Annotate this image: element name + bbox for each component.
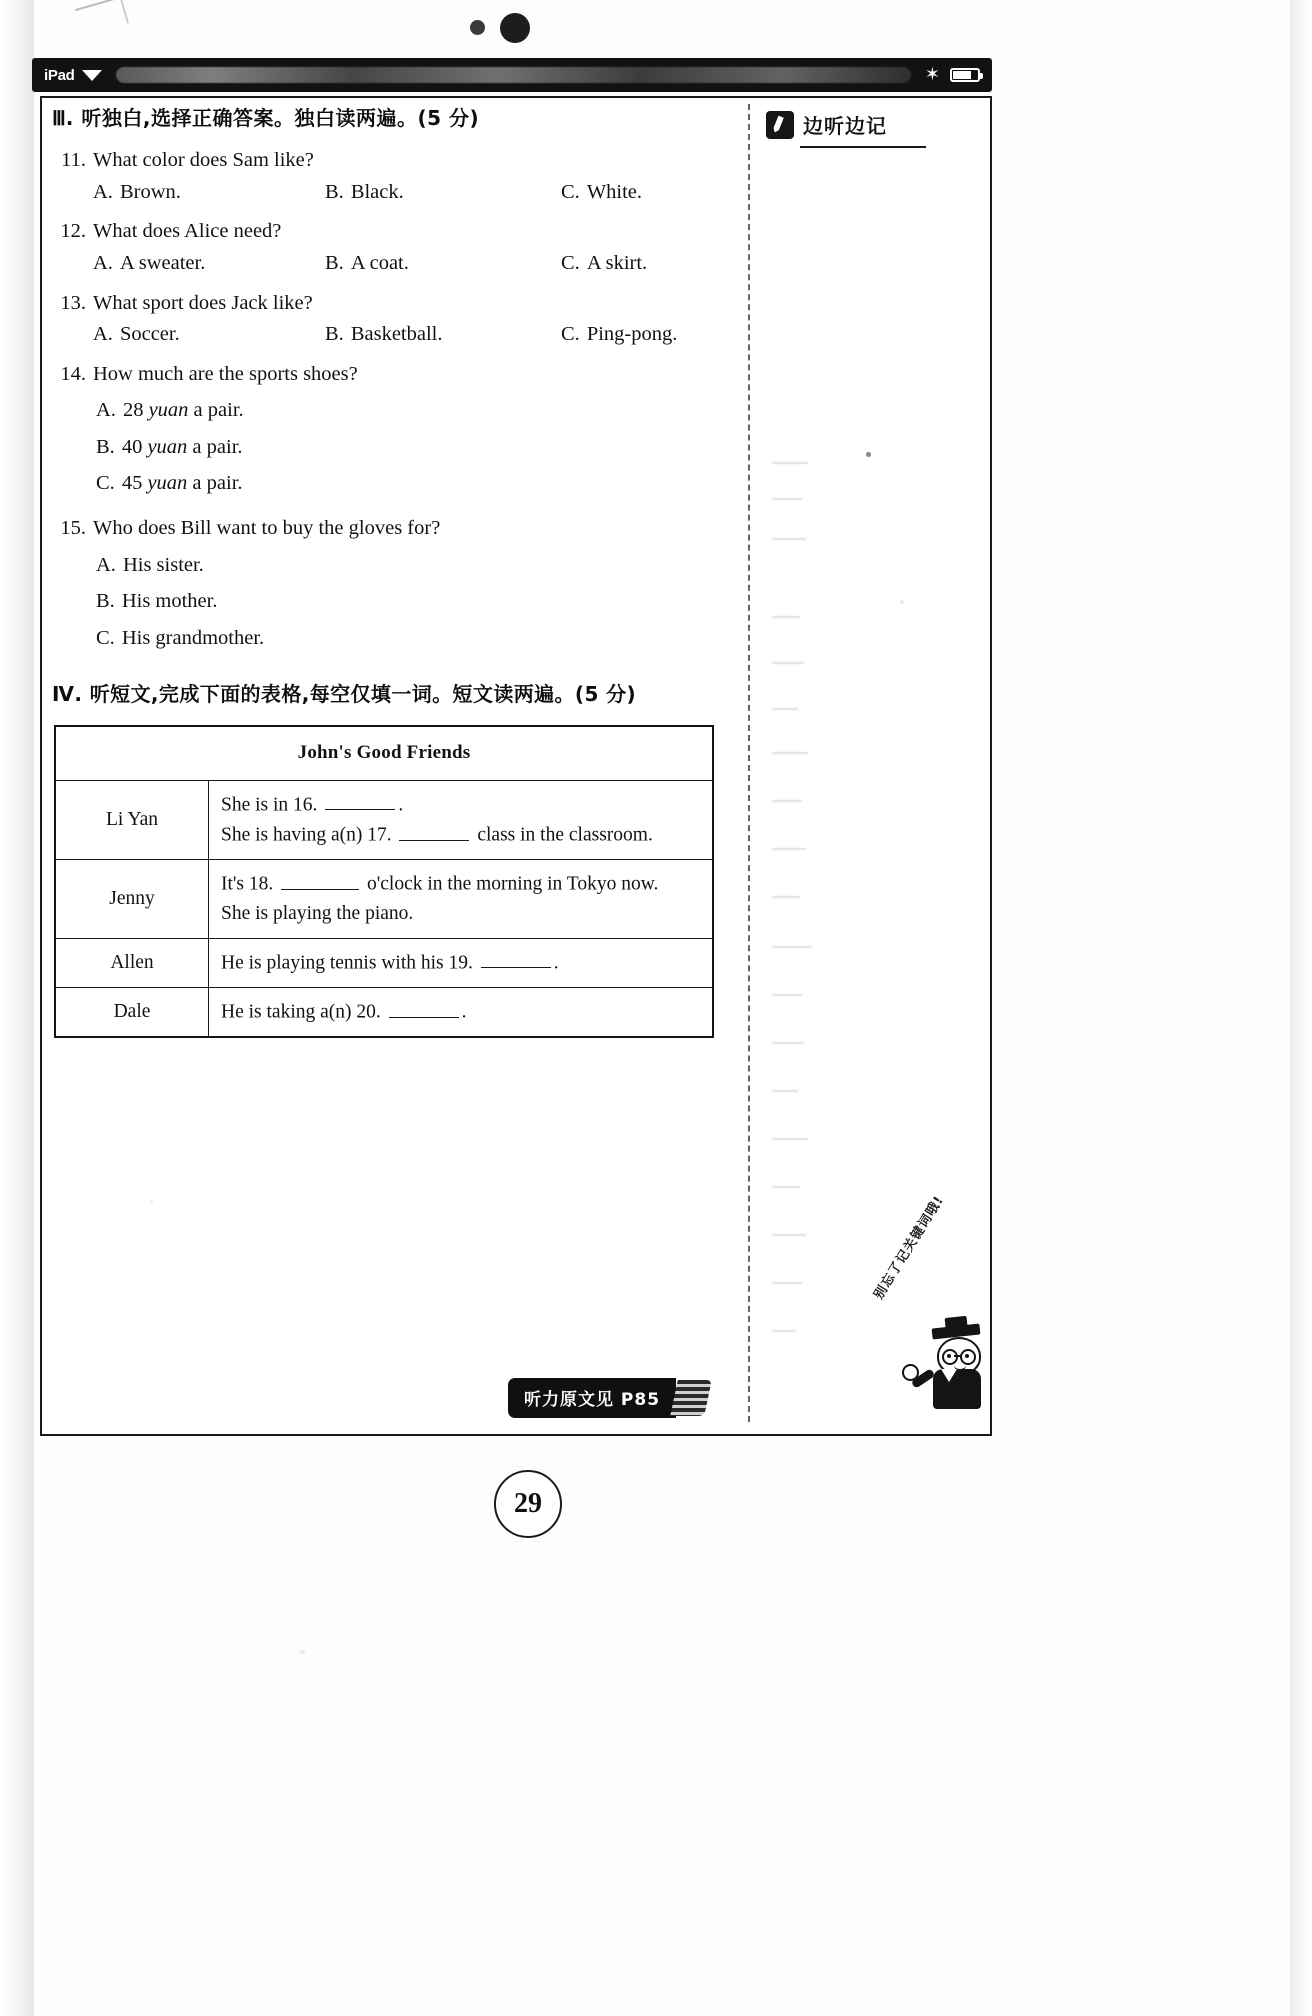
option-13-b-label: B. xyxy=(325,323,344,346)
detail-line: She is playing the piano. xyxy=(221,903,414,925)
option-14-a-italic: yuan xyxy=(148,399,189,422)
question-15-text: Who does Bill want to buy the gloves for? xyxy=(93,516,441,539)
detail-post: o'clock in the morning in Tokyo now. xyxy=(362,873,659,895)
status-bar-right xyxy=(925,66,980,84)
question-11-text: What color does Sam like? xyxy=(93,149,314,171)
option-15-c-label: C. xyxy=(96,626,115,649)
answer-blank-18[interactable] xyxy=(281,869,359,890)
table-title-row xyxy=(55,726,713,780)
mascot-caption: 别忘了记关键词哦! xyxy=(871,1193,948,1303)
detail-post: . xyxy=(398,794,404,816)
detail-line xyxy=(221,948,700,978)
page-left-edge xyxy=(0,0,34,2016)
question-14-options xyxy=(52,392,742,501)
detail-line xyxy=(221,790,700,820)
answer-blank-20[interactable] xyxy=(389,997,459,1018)
option-12-a[interactable] xyxy=(93,250,325,277)
detail-pre: He is playing tennis with his 19. xyxy=(221,952,478,974)
option-11-a[interactable] xyxy=(93,179,325,206)
friend-name-jenny: Jenny xyxy=(55,860,209,939)
option-14-c-post: a pair. xyxy=(187,472,243,495)
option-11-a-text: Brown. xyxy=(119,180,181,203)
table-row xyxy=(55,780,713,859)
detail-pre: It's 18. xyxy=(221,873,279,895)
friend-detail-jenny xyxy=(209,860,714,939)
option-15-b-label: B. xyxy=(96,590,115,613)
option-14-a-pre: 28 xyxy=(122,399,149,422)
scan-speckle xyxy=(900,600,904,604)
option-13-c-text: Ping-pong. xyxy=(586,323,678,346)
detail-pre: He is taking a(n) 20. xyxy=(221,1001,386,1023)
friend-name-dale: Dale xyxy=(55,988,209,1038)
question-13-number: 13. xyxy=(60,291,86,314)
option-11-b-text: Black. xyxy=(350,180,404,203)
battery-icon xyxy=(950,68,980,82)
option-12-a-label: A. xyxy=(93,251,113,274)
bluetooth-icon: ✶ xyxy=(924,64,940,85)
section-4-roman: Ⅳ xyxy=(52,682,75,707)
option-14-b-italic: yuan xyxy=(147,435,188,458)
detail-line xyxy=(221,997,700,1027)
option-14-c-pre: 45 xyxy=(121,472,148,495)
question-14 xyxy=(52,361,742,388)
friend-detail-li-yan xyxy=(209,780,714,859)
option-14-a-label: A. xyxy=(96,399,116,422)
option-15-a-text: His sister. xyxy=(122,553,204,576)
audio-script-label: 听力原文见 P85 xyxy=(508,1378,676,1418)
option-15-a-label: A. xyxy=(96,553,116,576)
option-11-a-label: A. xyxy=(93,180,113,203)
option-11-c-label: C. xyxy=(561,180,580,203)
option-14-c-label: C. xyxy=(96,472,115,495)
option-14-b-pre: 40 xyxy=(121,435,148,458)
option-14-b-label: B. xyxy=(96,435,115,458)
option-13-a-label: A. xyxy=(93,323,113,346)
section-3-heading xyxy=(52,102,742,131)
question-11-number: 11. xyxy=(61,149,86,171)
option-12-b-label: B. xyxy=(325,251,344,274)
question-15-options xyxy=(52,547,742,656)
option-15-b-text: His mother. xyxy=(121,590,218,613)
section-3-roman: Ⅲ xyxy=(52,108,66,130)
page-number: 29 xyxy=(494,1470,562,1538)
question-13 xyxy=(52,290,742,317)
option-12-a-text: A sweater. xyxy=(119,251,206,274)
scan-corner-artifact xyxy=(75,0,129,36)
friend-name-li-yan: Li Yan xyxy=(55,780,209,859)
status-bar-scan-glare xyxy=(116,67,910,83)
answer-blank-19[interactable] xyxy=(481,948,551,969)
option-13-a[interactable] xyxy=(93,321,325,348)
john-good-friends-table xyxy=(54,725,714,1038)
device-bezel xyxy=(30,0,1030,60)
question-13-text: What sport does Jack like? xyxy=(93,291,313,314)
pencil-icon xyxy=(766,111,794,139)
notes-column-divider xyxy=(748,104,750,1422)
mascot-eye-right xyxy=(960,1349,976,1365)
question-11 xyxy=(52,147,742,174)
detail-post: . xyxy=(553,952,559,974)
answer-blank-17[interactable] xyxy=(399,820,469,841)
wifi-icon xyxy=(82,68,102,83)
option-14-a[interactable] xyxy=(96,392,742,428)
notes-panel-header xyxy=(762,104,988,143)
option-15-b[interactable] xyxy=(96,583,742,619)
table-title: John's Good Friends xyxy=(55,726,713,780)
option-13-b-text: Basketball. xyxy=(350,323,443,346)
option-14-b-post: a pair. xyxy=(187,435,243,458)
option-12-c[interactable] xyxy=(561,250,647,277)
page-right-edge xyxy=(1290,0,1312,2016)
option-11-c[interactable] xyxy=(561,179,642,206)
listening-notes-panel xyxy=(762,104,988,1424)
option-11-c-text: White. xyxy=(586,180,643,203)
question-12-number: 12. xyxy=(60,220,86,243)
option-15-c-text: His grandmother. xyxy=(121,626,265,649)
option-11-b[interactable] xyxy=(325,179,561,206)
friend-detail-allen xyxy=(209,938,714,987)
cartoon-student-icon xyxy=(871,1193,1006,1414)
scan-speckle xyxy=(300,1650,305,1654)
notes-writing-area[interactable] xyxy=(766,434,988,1414)
device-name-label: iPad xyxy=(44,66,75,84)
option-12-c-text: A skirt. xyxy=(586,251,648,274)
status-bar-left xyxy=(44,67,102,84)
option-14-b[interactable] xyxy=(96,429,742,465)
section-4-title: . 听短文,完成下面的表格,每空仅填一词。短文读两遍。(5 分) xyxy=(74,682,637,707)
question-12 xyxy=(52,218,742,245)
mascot-collar xyxy=(941,1369,957,1382)
table-row xyxy=(55,938,713,987)
table-row xyxy=(55,988,713,1038)
notes-panel-title: 边听边记 xyxy=(803,114,887,138)
ipad-status-bar xyxy=(32,58,992,92)
question-11-options xyxy=(52,179,742,206)
option-13-c[interactable] xyxy=(561,321,677,348)
question-15 xyxy=(52,515,742,542)
option-11-b-label: B. xyxy=(325,180,344,203)
answer-blank-16[interactable] xyxy=(325,790,395,811)
detail-line xyxy=(221,820,700,850)
scan-speckle xyxy=(150,1200,153,1203)
detail-line xyxy=(221,869,700,899)
friend-detail-dale xyxy=(209,988,714,1038)
question-14-number: 14. xyxy=(60,362,86,385)
ambient-sensor-dot xyxy=(470,20,485,35)
option-13-c-label: C. xyxy=(561,323,580,346)
option-14-a-post: a pair. xyxy=(188,399,244,422)
glasses-bridge xyxy=(954,1355,962,1357)
question-14-text: How much are the sports shoes? xyxy=(93,362,358,385)
question-13-options xyxy=(52,321,742,348)
option-12-b-text: A coat. xyxy=(350,251,409,274)
option-14-c-italic: yuan xyxy=(147,472,188,495)
notes-title-underline xyxy=(800,146,926,148)
friend-name-allen: Allen xyxy=(55,938,209,987)
option-14-c[interactable] xyxy=(96,465,742,501)
exercise-column xyxy=(52,102,742,1038)
option-12-c-label: C. xyxy=(561,251,580,274)
option-13-b[interactable] xyxy=(325,321,561,348)
front-camera-dot xyxy=(500,13,530,43)
table-row xyxy=(55,860,713,939)
detail-pre: She is having a(n) 17. xyxy=(221,824,397,846)
option-15-c[interactable] xyxy=(96,620,742,656)
section-4-heading xyxy=(52,678,742,707)
question-12-options xyxy=(52,250,742,277)
option-15-a[interactable] xyxy=(96,547,742,583)
audio-script-reference[interactable] xyxy=(508,1378,708,1418)
detail-pre: She is in 16. xyxy=(221,794,323,816)
mascot-figure xyxy=(924,1326,990,1410)
book-pages-icon xyxy=(670,1380,712,1416)
question-12-text: What does Alice need? xyxy=(93,220,282,243)
question-15-number: 15. xyxy=(60,516,86,539)
detail-post: class in the classroom. xyxy=(472,824,653,846)
section-3-title: . 听独白,选择正确答案。独白读两遍。(5 分) xyxy=(65,106,480,130)
option-13-a-text: Soccer. xyxy=(119,323,180,346)
mascot-hand xyxy=(902,1364,919,1381)
detail-post: . xyxy=(461,1001,467,1023)
option-12-b[interactable] xyxy=(325,250,561,277)
